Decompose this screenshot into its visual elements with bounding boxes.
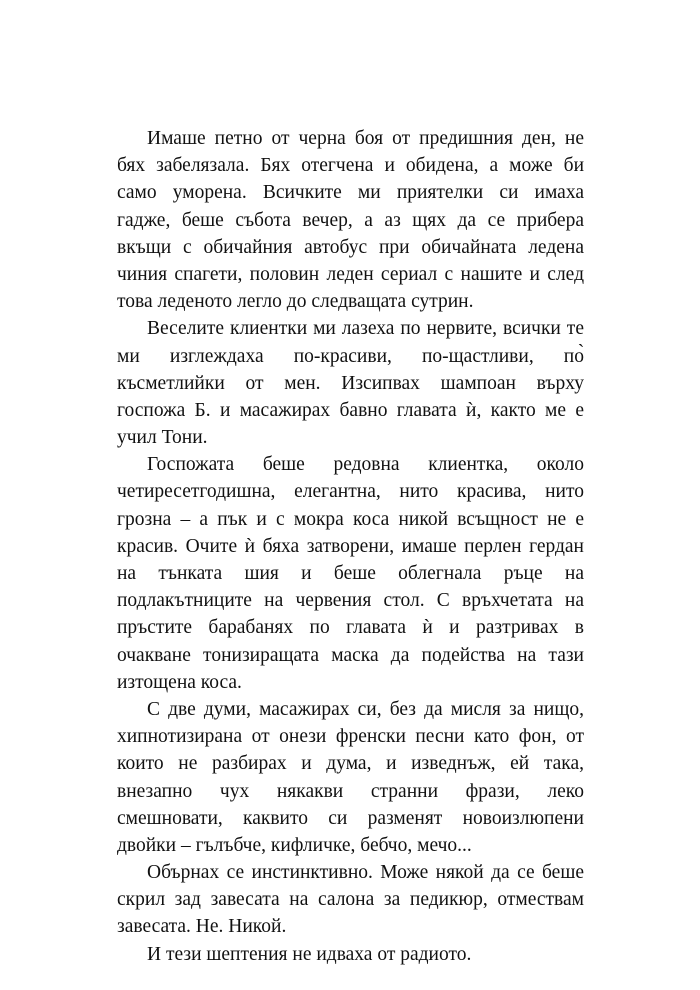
text-line: И тези шептения не идваха от радиото. bbox=[147, 943, 472, 965]
text-line: късметлийки от мен. Изсипвах шампоан върху bbox=[117, 372, 584, 394]
text-line: Имаше петно от черна боя от предишния ден, не bbox=[147, 128, 584, 149]
text-line: красив. Очите ѝ бяха затворени, имаше перлен гердан bbox=[117, 535, 584, 557]
text-line: които не разбирах и дума, и изведнъж, ей така, bbox=[117, 753, 584, 775]
text-line: на тънката шия и беше облегнала ръце на bbox=[117, 563, 584, 584]
paragraph-2 bbox=[117, 315, 584, 451]
text-line: чиния спагети, половин леден сериал с нашите и след bbox=[117, 263, 584, 285]
text-line: завесата. Не. Никой. bbox=[117, 916, 287, 938]
text-line: само уморена. Всичките ми приятелки си имаха bbox=[117, 182, 584, 204]
text-line: Госпожата беше редовна клиентка, около bbox=[147, 454, 584, 476]
text-line: вкъщи с обичайния автобус при обичайната ледена bbox=[117, 236, 584, 258]
paragraph-1 bbox=[117, 125, 584, 315]
paragraph-4 bbox=[117, 696, 584, 859]
text-line: хипнотизирана от онези френски песни като фон, от bbox=[117, 726, 584, 748]
text-line: подлакътниците на червения стол. С връхчетата на bbox=[117, 590, 584, 612]
text-line: грозна – а пък и с мокра коса никой всъщност не е bbox=[117, 508, 584, 530]
text-line: двойки – гълъбче, кифличке, бебчо, мечо... bbox=[117, 834, 472, 856]
text-line: пръстите барабанях по главата ѝ и разтривах в bbox=[117, 617, 584, 639]
text-line: С две думи, масажирах си, без да мисля за нищо, bbox=[147, 698, 584, 720]
text-line: изтощена коса. bbox=[117, 671, 242, 693]
text-line: четиресетгодишна, елегантна, нито красива, нито bbox=[117, 481, 584, 503]
text-line: гадже, беше събота вечер, а аз щях да се прибера bbox=[117, 209, 584, 231]
text-line: госпожа Б. и масажирах бавно главата ѝ, както ме е bbox=[117, 399, 584, 421]
page-body-text bbox=[117, 125, 584, 968]
text-line: Веселите клиентки ми лазеха по нервите, всички те bbox=[147, 318, 584, 340]
paragraph-3 bbox=[117, 451, 584, 696]
text-line: смешновати, каквито си разменят новоизлюпени bbox=[117, 807, 584, 829]
text-line: учил Тони. bbox=[117, 427, 208, 449]
text-line: ми изглеждаха по-красиви, по-щастливи, по̀ bbox=[117, 345, 584, 367]
text-line: скрил зад завесата на салона за педикюр, отмествам bbox=[117, 889, 584, 911]
text-line: бях забелязала. Бях отегчена и обидена, а може би bbox=[117, 155, 584, 177]
text-line: очакване тонизиращата маска да подейства на тази bbox=[117, 644, 584, 666]
paragraph-6 bbox=[117, 941, 584, 968]
paragraph-5 bbox=[117, 859, 584, 941]
text-line: внезапно чух някакви странни фрази, леко bbox=[117, 780, 584, 802]
text-line: това леденото легло до следващата сутрин. bbox=[117, 291, 474, 313]
text-line: Обърнах се инстинктивно. Може някой да се беше bbox=[147, 862, 584, 884]
